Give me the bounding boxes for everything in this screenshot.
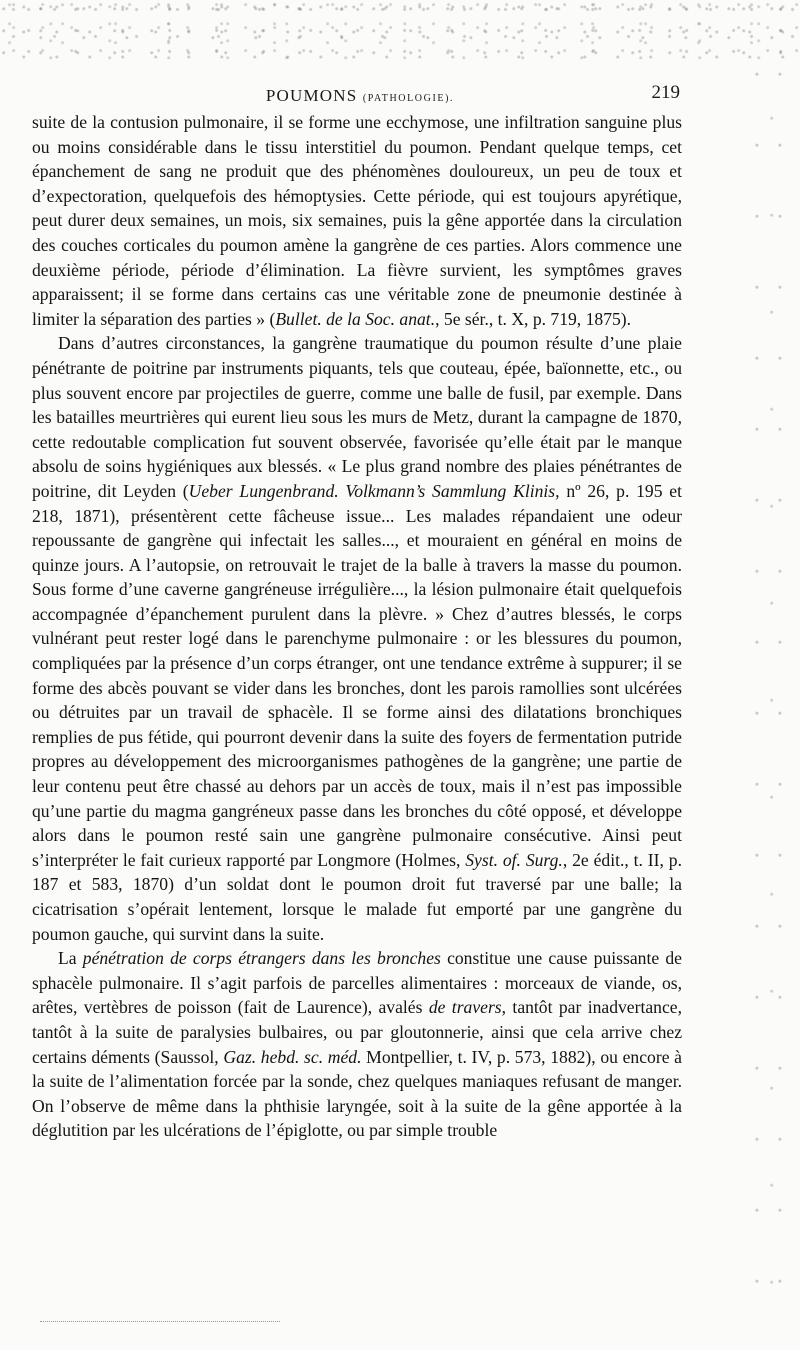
main-text [32,110,682,1143]
paragraph-1 [32,110,682,331]
footer-dotted-rule [40,1321,280,1322]
scan-noise-right-margin [750,60,800,1340]
page-header [40,80,680,110]
running-head-subtitle: (PATHOLOGIE). [362,93,455,104]
paragraph-2 [32,331,682,946]
paragraph-1-citation: Bullet. de la Soc. anat. [275,308,436,329]
paragraph-3-text-3: , tantôt par inadvertance, tantôt à la suite de paralysies bulbaires, ou par gloutonnerie, ainsi que cela arrive chez certains déments (Saussol, [32,997,682,1067]
paragraph-3-text-1: La [58,948,83,969]
paragraph-2-text-2: nº 26, p. 195 et 218, 1871), présentèrent cette fâcheuse issue... Les malades répandaient une odeur repoussante de gangrène qui infectait les salles..., et mouraient en général en moins de quinze jours. A l’autopsie, on retrouvait le trajet de la balle à travers la masse du poumon. Sous forme d’une caverne gangréneuse irrégulière..., la lésion pulmonaire était quelquefois accompagnée d’épanchement purulent dans la plèvre. » Chez d’autres blessés, le corps vulnérant peut rester logé dans le parenchyme pulmonaire : or les blessures du poumon, compliquées par la présence d’un corps étranger, ont une tendance extrême à suppurer; il se forme des abcès pouvant se vider dans les bronches, dont les parois ramollies sont ulcérées ou détruites par un travail de sphacèle. Il se forme ainsi des dilatations bronchiques remplies de pus fétide, qui pourront devenir dans la suite des foyers de fermentation putride propres au développement des microorganismes pathogènes de la gangrène; une partie de leur contenu peut être chassé au dehors par un accès de toux, mais il n’est pas impossible qu’une partie du magma gangréneux passe dans les bronches du côté opposé, et développe alors dans le poumon resté sain une gangrène pulmonaire consécutive. Ainsi peut s’interpréter le fait curieux rapporté par Longmore (Holmes, [32,480,682,870]
scan-noise-top [0,0,800,60]
paragraph-1-text-2: , 5e sér., t. X, p. 719, 1875). [435,308,632,329]
paragraph-1-text-1: suite de la contusion pulmonaire, il se forme une ecchymose, une infiltration sanguine plus ou moins considérable dans le tissu interstitiel du poumon. Pendant quelque temps, cet épanchement de sang ne produit que des phénomènes douloureux, un peu de toux et d’expectoration, quelquefois des hémoptysies. Cette période, qui est toujours apyrétique, peut durer deux semaines, un mois, six semaines, puis la gêne apportée dans la circulation des couches corticales du poumon amène la gangrène de ces parties. Alors commence une deuxième période, période d’élimination. La fièvre survient, les symptômes graves apparaissent; il se forme dans certains cas une véritable zone de pneumonie destinée à limiter la séparation des parties » ( [32,112,682,329]
paragraph-3-emphasis-1: pénétration de corps étrangers dans les bronches [82,948,441,969]
running-head [40,86,680,106]
paragraph-3 [32,946,682,1143]
paragraph-2-citation-2: Syst. of. Surg. [465,849,563,870]
paragraph-3-emphasis-2: de travers [428,997,502,1018]
paragraph-3-text-4: Montpellier, t. IV, p. 573, 1882), ou encore à la suite de l’alimentation forcée par la sonde, chez quelques maniaques refusant de manger. On l’observe de même dans la phthisie laryngée, soit à la suite de la gêne apportée à la déglutition par les ulcérations de l’épiglotte, ou par simple trouble [32,1046,682,1141]
paragraph-2-citation-1: Ueber Lungenbrand. Volkmann’s Sammlung Klinis, [188,480,560,501]
running-head-title: POUMONS [265,86,358,105]
paragraph-3-citation: Gaz. hebd. sc. méd. [223,1046,362,1067]
paragraph-2-text-1: Dans d’autres circonstances, la gangrène traumatique du poumon résulte d’une plaie pénétrante de poitrine par instruments piquants, tels que couteau, épée, baïonnette, etc., ou plus souvent encore par projectiles de guerre, comme une balle de fusil, par exemple. Dans les batailles meurtrières qui eurent lieu sous les murs de Metz, durant la campagne de 1870, cette redoutable complication fut souvent observée, favorisée qu’elle était par le manque absolu de soins hygiéniques aux blessés. « Le plus grand nombre des plaies pénétrantes de poitrine, dit Leyden ( [32,333,682,501]
page-number: 219 [651,82,680,103]
paragraph-3-text-2: constitue une cause puissante de sphacèle pulmonaire. Il s’agit parfois de parcelles alimentaires : morceaux de viande, os, arêtes, vertèbres de poisson (fait de Laurence), avalés [32,948,682,1018]
paragraph-2-text-3: , 2e édit., t. II, p. 187 et 583, 1870) d’un soldat dont le poumon droit fut traversé par une balle; la cicatrisation s’opérait lentement, lorsque le malade fut emporté par une gangrène du poumon gauche, qui survint dans la suite. [32,849,683,944]
